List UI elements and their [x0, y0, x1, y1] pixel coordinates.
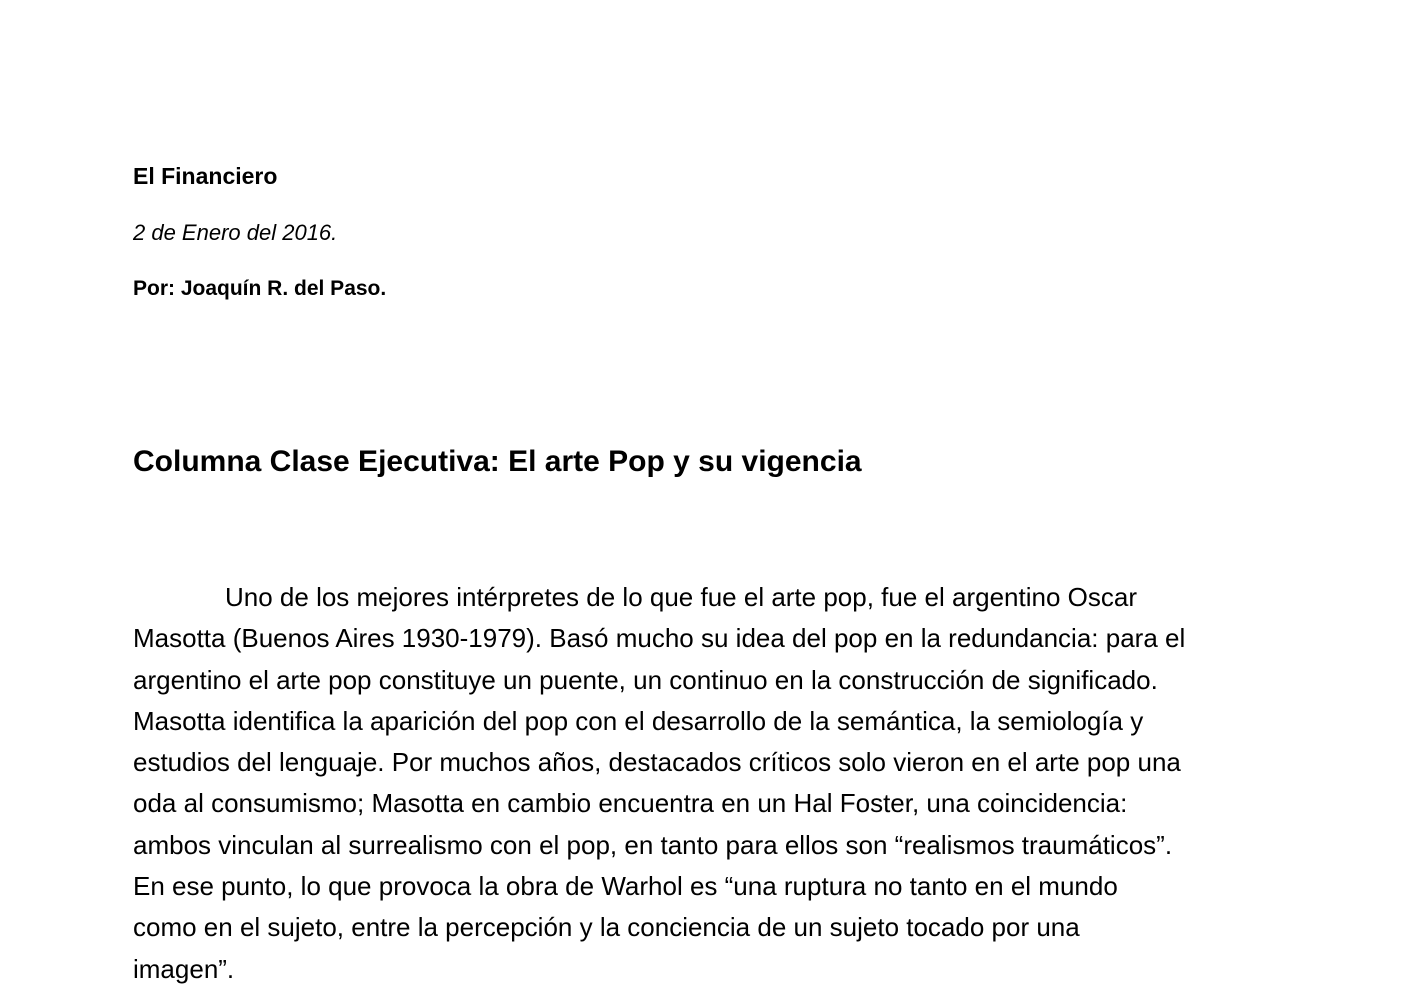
body-line: Masotta (Buenos Aires 1930-1979). Basó mucho su idea del pop en la redundancia: para el	[133, 623, 1186, 654]
body-line: argentino el arte pop constituye un puente, un continuo en la construcción de significado.	[133, 664, 1158, 695]
publication-name: El Financiero	[133, 163, 278, 189]
body-line: Masotta identifica la aparición del pop con el desarrollo de la semántica, la semiología y	[133, 705, 1144, 736]
body-line: estudios del lenguaje. Por muchos años, destacados críticos solo vieron en el arte pop una	[133, 747, 1181, 778]
body-line: En ese punto, lo que provoca la obra de Warhol es “una ruptura no tanto en el mundo	[133, 871, 1118, 902]
article-body	[133, 577, 1313, 990]
publication-date: 2 de Enero del 2016.	[133, 220, 338, 245]
body-line: ambos vinculan al surrealismo con el pop, en tanto para ellos son “realismos traumáticos”.	[133, 829, 1173, 860]
body-line: Uno de los mejores intérpretes de lo que fue el arte pop, fue el argentino Oscar	[225, 582, 1137, 612]
author-byline: Por: Joaquín R. del Paso.	[133, 277, 387, 300]
article-title: Columna Clase Ejecutiva: El arte Pop y su vigencia	[133, 445, 862, 478]
body-line: como en el sujeto, entre la percepción y la conciencia de un sujeto tocado por una	[133, 912, 1080, 943]
body-line: imagen”.	[133, 953, 235, 984]
body-line: oda al consumismo; Masotta en cambio encuentra en un Hal Foster, una coincidencia:	[133, 788, 1128, 819]
